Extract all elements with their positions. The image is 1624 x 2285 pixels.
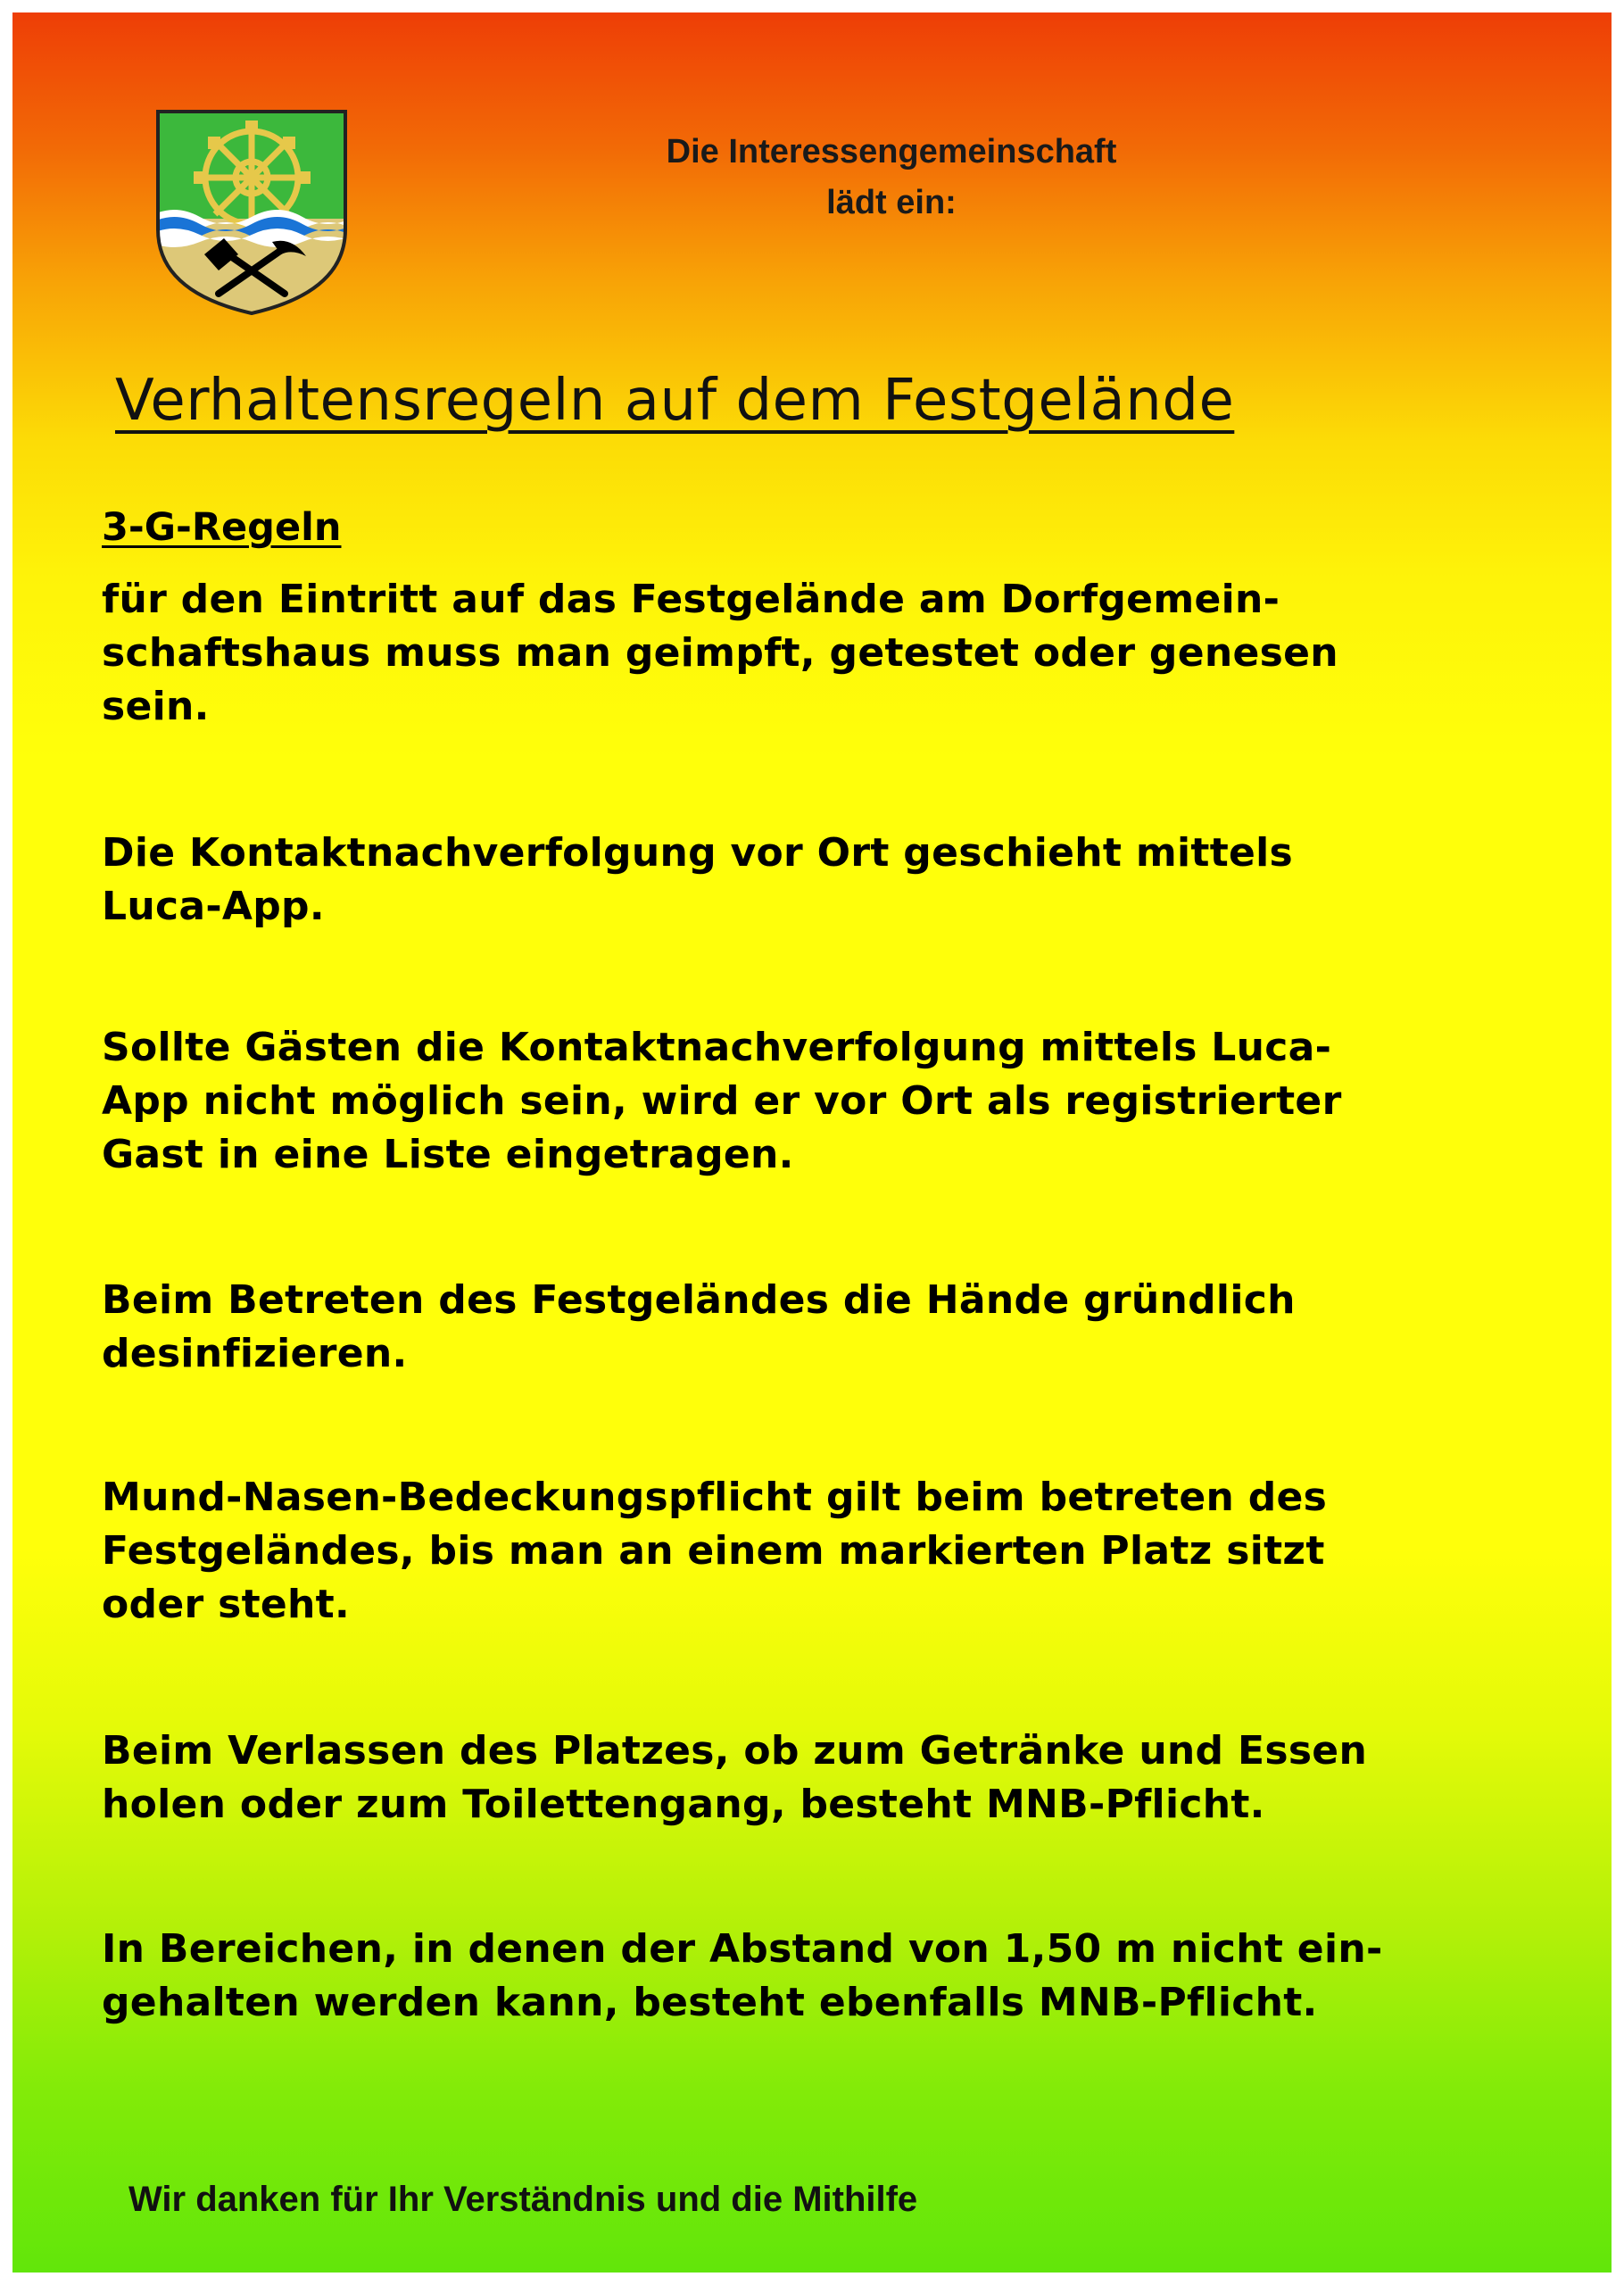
rule-paragraph: für den Eintritt auf das Festgelände am Dorfgemein- schaftshaus muss man geimpft, getestet oder genesen sein. [102, 577, 1338, 729]
invitation-organization: Die Interessengemeinschaft [666, 133, 1117, 170]
page-title: Verhaltensregeln auf dem Festgelände [115, 368, 1235, 434]
rule-paragraph: Beim Verlassen des Platzes, ob zum Getränke und Essen holen oder zum Toilettengang, besteht MNB-Pflicht. [102, 1728, 1368, 1827]
rule-paragraph: Beim Betreten des Festgeländes die Hände gründlich desinfizieren. [102, 1277, 1296, 1376]
invitation-text: lädt ein: [826, 184, 957, 221]
rule-paragraph: In Bereichen, in denen der Abstand von 1,50 m nicht ein- gehalten werden kann, besteht ebenfalls MNB-Pflicht. [102, 1926, 1383, 2025]
invitation-header [539, 127, 1244, 228]
rule-paragraph: Die Kontaktnachverfolgung vor Ort geschieht mittels Luca-App. [102, 830, 1294, 929]
coat-of-arms-icon [149, 104, 354, 319]
rules-heading: 3-G-Regeln [102, 505, 342, 550]
rule-paragraph: Sollte Gästen die Kontaktnachverfolgung mittels Luca- App nicht möglich sein, wird er vor Ort als registrierter Gast in eine Liste eingetragen. [102, 1025, 1342, 1177]
poster [12, 12, 1612, 2273]
rule-paragraph: Mund-Nasen-Bedeckungspflicht gilt beim betreten des Festgeländes, bis man an einem markierten Platz sitzt oder steht. [102, 1475, 1328, 1627]
closing-thanks: Wir danken für Ihr Verständnis und die Mithilfe [128, 2180, 918, 2219]
